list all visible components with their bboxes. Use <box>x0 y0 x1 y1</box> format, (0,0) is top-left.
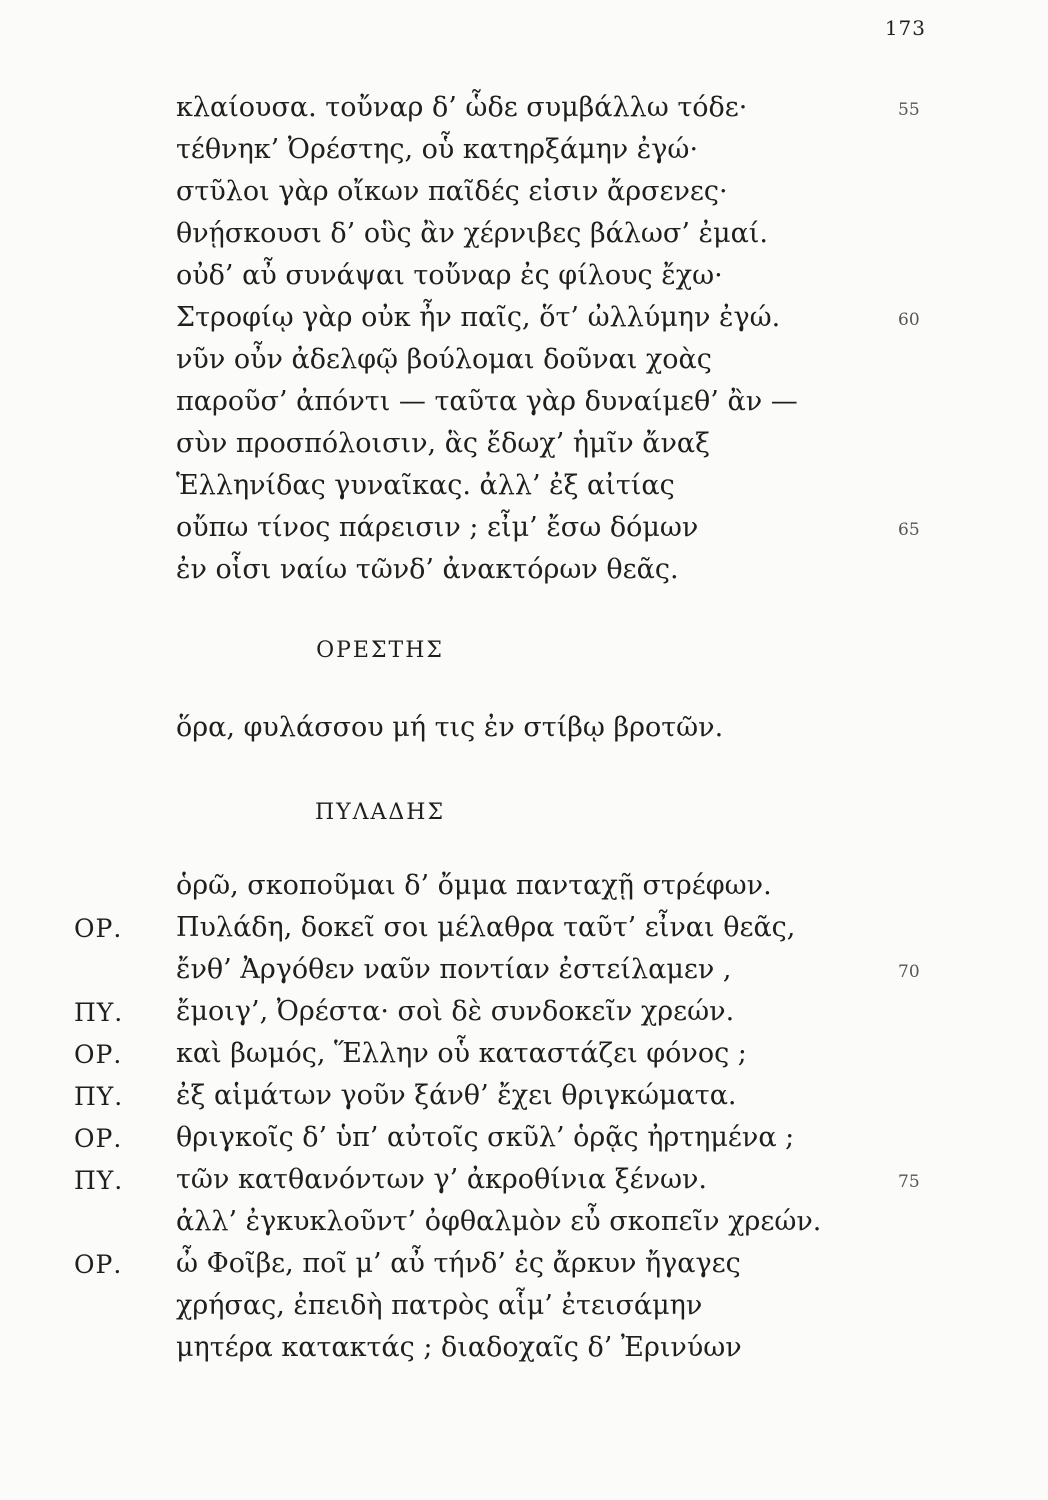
speaker-abbrev: ΠΥ. <box>74 998 124 1027</box>
verse-text: ὅρα, φυλάσσου μή τις ἐν στίβῳ βροτῶν. <box>176 712 724 743</box>
line-number: 60 <box>898 310 920 330</box>
verse-block-3 <box>0 870 1048 1374</box>
verse-text: Πυλάδη, δοκεῖ σοι μέλαθρα ταῦτ’ εἶναι θεᾶς, <box>176 912 796 943</box>
verse-text: ὦ Φοῖβε, ποῖ μ’ αὖ τήνδ’ ἐς ἄρκυν ἤγαγες <box>176 1248 741 1279</box>
verse-line <box>0 386 1048 428</box>
verse-line <box>0 428 1048 470</box>
verse-line <box>0 1038 1048 1080</box>
verse-block-1 <box>0 92 1048 596</box>
speaker-abbrev: ΟΡ. <box>74 914 123 943</box>
speaker-heading-pylades: ΠΥΛΑΔΗΣ <box>314 800 446 825</box>
verse-text: Στροφίῳ γὰρ οὐκ ἦν παῖς, ὅτ’ ὠλλύμην ἐγώ. <box>176 302 781 333</box>
speaker-abbrev: ΠΥ. <box>74 1166 124 1195</box>
verse-line <box>0 712 1048 754</box>
verse-line <box>0 470 1048 512</box>
verse-line <box>0 176 1048 218</box>
verse-text: οὔπω τίνος πάρεισιν ; εἶμ’ ἔσω δόμων <box>176 512 699 543</box>
verse-line <box>0 1206 1048 1248</box>
verse-line <box>0 302 1048 344</box>
verse-text: ἀλλ’ ἐγκυκλοῦντ’ ὀφθαλμὸν εὖ σκοπεῖν χρεών. <box>176 1206 822 1237</box>
speaker-abbrev: ΟΡ. <box>74 1250 123 1279</box>
verse-line <box>0 260 1048 302</box>
verse-text: παροῦσ’ ἀπόντι — ταῦτα γὰρ δυναίμεθ’ ἂν — <box>176 386 798 417</box>
verse-line <box>0 1290 1048 1332</box>
verse-line <box>0 912 1048 954</box>
line-number: 75 <box>898 1172 920 1192</box>
line-number: 55 <box>898 100 920 120</box>
verse-line <box>0 1332 1048 1374</box>
verse-text: οὐδ’ αὖ συνάψαι τοὔναρ ἐς φίλους ἔχω· <box>176 260 723 291</box>
verse-text: ἔνθ’ Ἀργόθεν ναῦν ποντίαν ἐστείλαμεν , <box>176 954 732 985</box>
verse-block-2 <box>0 712 1048 754</box>
verse-line <box>0 512 1048 554</box>
verse-text: ὁρῶ, σκοποῦμαι δ’ ὄμμα πανταχῇ στρέφων. <box>176 870 772 901</box>
verse-text: τέθνηκ’ Ὀρέστης, οὗ κατηρξάμην ἐγώ· <box>176 134 699 165</box>
verse-line <box>0 996 1048 1038</box>
verse-text: μητέρα κατακτάς ; διαδοχαῖς δ’ Ἐρινύων <box>176 1332 742 1363</box>
verse-text: ἔμοιγ’, Ὀρέστα· σοὶ δὲ συνδοκεῖν χρεών. <box>176 996 735 1027</box>
verse-line <box>0 134 1048 176</box>
verse-line <box>0 218 1048 260</box>
verse-line <box>0 344 1048 386</box>
verse-line <box>0 92 1048 134</box>
speaker-abbrev: ΠΥ. <box>74 1082 124 1111</box>
verse-text: τῶν κατθανόντων γ’ ἀκροθίνια ξένων. <box>176 1164 707 1195</box>
line-number: 65 <box>898 520 920 540</box>
speaker-heading-orestes: ΟΡΕΣΤΗΣ <box>316 638 444 663</box>
verse-text: θριγκοῖς δ’ ὑπ’ αὐτοῖς σκῦλ’ ὁρᾷς ἠρτημένα ; <box>176 1122 795 1153</box>
verse-line <box>0 554 1048 596</box>
speaker-abbrev: ΟΡ. <box>74 1040 123 1069</box>
page-number: 173 <box>884 16 926 40</box>
verse-line <box>0 1122 1048 1164</box>
verse-text: θνῄσκουσι δ’ οὓς ἂν χέρνιβες βάλωσ’ ἐμαί. <box>176 218 768 249</box>
verse-line <box>0 1248 1048 1290</box>
verse-text: νῦν οὖν ἀδελφῷ βούλομαι δοῦναι χοὰς <box>176 344 712 375</box>
verse-line <box>0 1080 1048 1122</box>
verse-text: ἐν οἷσι ναίω τῶνδ’ ἀνακτόρων θεᾶς. <box>176 554 679 585</box>
verse-text: χρήσας, ἐπειδὴ πατρὸς αἷμ’ ἐτεισάμην <box>176 1290 703 1321</box>
verse-line <box>0 954 1048 996</box>
verse-text: Ἑλληνίδας γυναῖκας. ἀλλ’ ἐξ αἰτίας <box>176 470 675 501</box>
line-number: 70 <box>898 962 920 982</box>
speaker-abbrev: ΟΡ. <box>74 1124 123 1153</box>
verse-line <box>0 870 1048 912</box>
verse-line <box>0 1164 1048 1206</box>
verse-text: σὺν προσπόλοισιν, ἃς ἔδωχ’ ἡμῖν ἄναξ <box>176 428 710 459</box>
verse-text: ἐξ αἱμάτων γοῦν ξάνθ’ ἔχει θριγκώματα. <box>176 1080 737 1111</box>
verse-text: καὶ βωμός, Ἕλλην οὗ καταστάζει φόνος ; <box>176 1038 747 1069</box>
verse-text: στῦλοι γὰρ οἴκων παῖδές εἰσιν ἄρσενες· <box>176 176 728 207</box>
verse-text: κλαίουσα. τοὔναρ δ’ ὧδε συμβάλλω τόδε· <box>176 92 748 123</box>
